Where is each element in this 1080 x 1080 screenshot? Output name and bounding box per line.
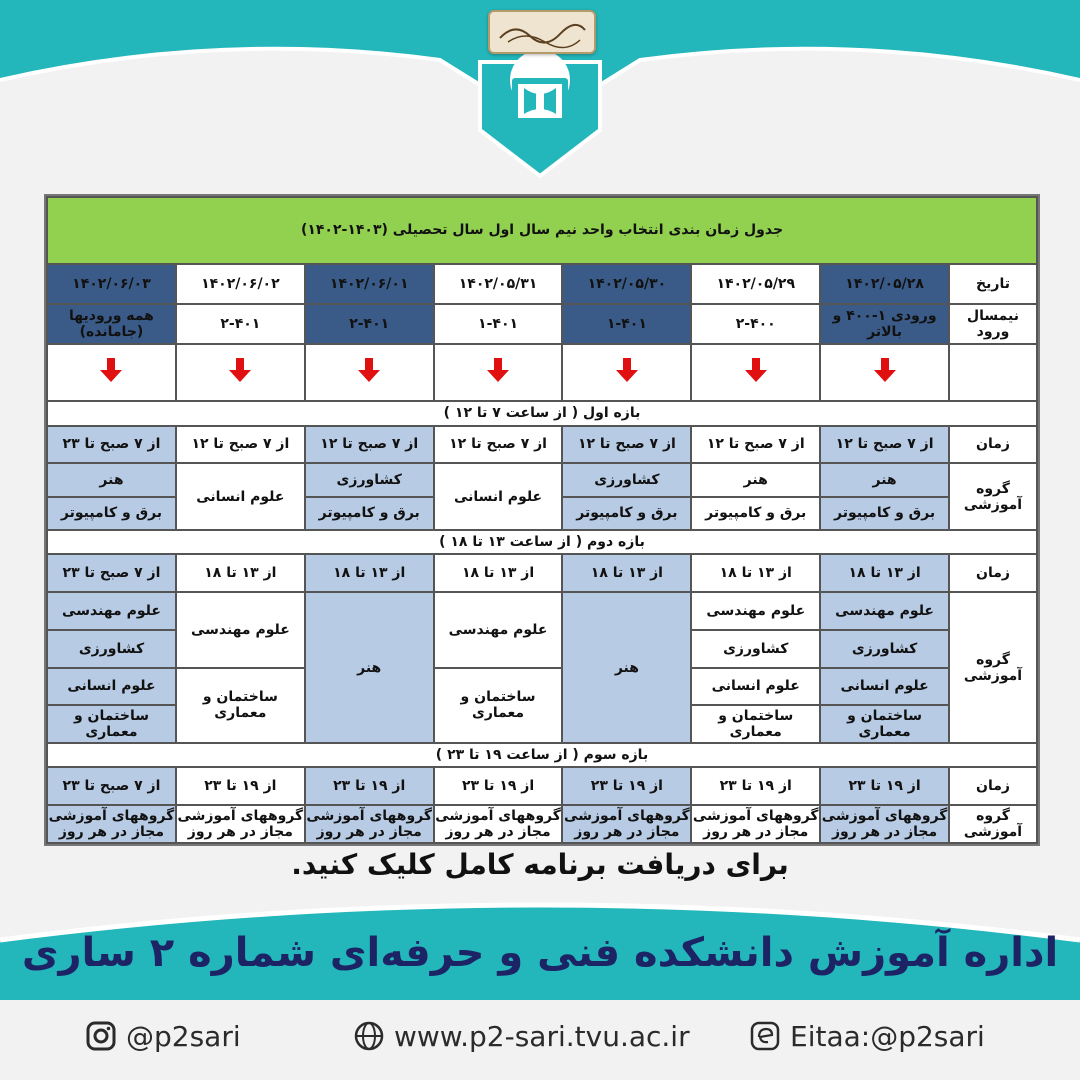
row-label-group: گروه آموزشی	[949, 463, 1037, 530]
globe-icon	[354, 1021, 384, 1051]
instagram-handle: @p2sari	[126, 1019, 241, 1053]
time-cell: از ۷ صبح تا ۱۲	[562, 426, 691, 464]
calligraphy-icon	[490, 12, 594, 52]
instagram-icon	[86, 1021, 116, 1051]
semester-cell: ۲-۴۰۰	[691, 304, 820, 344]
semester-cell: ۲-۴۰۱	[305, 304, 434, 344]
arrow-cell	[176, 344, 305, 402]
download-cta-link[interactable]: برای دریافت برنامه کامل کلیک کنید.	[291, 848, 789, 881]
eitaa-icon	[750, 1021, 780, 1051]
group-cell: علوم انسانی	[434, 463, 563, 530]
group-cell: علوم انسانی	[820, 668, 949, 706]
session-3-label: بازه سوم ( از ساعت ۱۹ تا ۲۳ )	[47, 743, 1037, 767]
time-cell: از ۷ صبح تا ۲۳	[47, 554, 176, 592]
arrow-cell	[562, 344, 691, 402]
semester-cell: همه ورودیها (جامانده)	[47, 304, 176, 344]
date-cell: ۱۴۰۲/۰۶/۰۲	[176, 264, 305, 304]
group-cell: علوم مهندسی	[691, 592, 820, 630]
group-cell: علوم انسانی	[691, 668, 820, 706]
calligraphy-badge	[488, 10, 596, 54]
group-cell: علوم مهندسی	[820, 592, 949, 630]
time-cell: از ۱۹ تا ۲۳	[434, 767, 563, 805]
group-cell: کشاورزی	[562, 463, 691, 496]
group-cell: گروههای آموزشی مجاز در هر روز	[434, 805, 563, 843]
group-cell: ساختمان و معماری	[47, 705, 176, 743]
arrow-row-label	[949, 344, 1037, 402]
arrow-down-icon	[874, 358, 896, 382]
time-cell: از ۷ صبح تا ۱۲	[691, 426, 820, 464]
table-title: جدول زمان بندی انتخاب واحد نیم سال اول سال تحصیلی (۱۴۰۳-۱۴۰۲)	[47, 197, 1037, 264]
row-label-date: تاریخ	[949, 264, 1037, 304]
group-cell: گروههای آموزشی مجاز در هر روز	[47, 805, 176, 843]
website-url: www.p2-sari.tvu.ac.ir	[394, 1019, 690, 1053]
group-cell: کشاورزی	[691, 630, 820, 668]
group-cell: گروههای آموزشی مجاز در هر روز	[305, 805, 434, 843]
eitaa-link[interactable]	[750, 1018, 985, 1054]
group-cell: علوم مهندسی	[47, 592, 176, 630]
arrow-cell	[434, 344, 563, 402]
time-cell: از ۷ صبح تا ۲۳	[47, 426, 176, 464]
group-cell: ساختمان و معماری	[434, 668, 563, 743]
arrow-cell	[305, 344, 434, 402]
eitaa-handle: Eitaa:@p2sari	[790, 1019, 985, 1053]
group-cell: گروههای آموزشی مجاز در هر روز	[691, 805, 820, 843]
schedule-grid	[46, 196, 1038, 844]
group-cell: کشاورزی	[47, 630, 176, 668]
group-cell: علوم انسانی	[176, 463, 305, 530]
date-cell: ۱۴۰۲/۰۵/۳۱	[434, 264, 563, 304]
org-name: اداره آموزش دانشکده فنی و حرفه‌ای شماره ۲ ساری	[21, 930, 1059, 976]
group-cell: برق و کامپیوتر	[691, 497, 820, 530]
row-label-group: گروه آموزشی	[949, 592, 1037, 743]
group-cell: گروههای آموزشی مجاز در هر روز	[562, 805, 691, 843]
group-cell: کشاورزی	[820, 630, 949, 668]
arrow-cell	[47, 344, 176, 402]
row-label-time: زمان	[949, 554, 1037, 592]
group-cell: علوم مهندسی	[176, 592, 305, 667]
arrow-down-icon	[616, 358, 638, 382]
group-cell: هنر	[47, 463, 176, 496]
group-cell: برق و کامپیوتر	[562, 497, 691, 530]
group-cell: برق و کامپیوتر	[820, 497, 949, 530]
time-cell: از ۱۳ تا ۱۸	[305, 554, 434, 592]
group-cell: هنر	[820, 463, 949, 496]
semester-cell: ۱-۴۰۱	[562, 304, 691, 344]
time-cell: از ۱۹ تا ۲۳	[562, 767, 691, 805]
group-cell: ساختمان و معماری	[691, 705, 820, 743]
row-label-time: زمان	[949, 767, 1037, 805]
group-cell: هنر	[691, 463, 820, 496]
group-cell: علوم مهندسی	[434, 592, 563, 667]
arrow-down-icon	[487, 358, 509, 382]
semester-cell: ۲-۴۰۱	[176, 304, 305, 344]
arrow-down-icon	[100, 358, 122, 382]
row-label-group: گروه آموزشی	[949, 805, 1037, 843]
session-1-label: بازه اول ( از ساعت ۷ تا ۱۲ )	[47, 401, 1037, 425]
date-cell: ۱۴۰۲/۰۵/۲۸	[820, 264, 949, 304]
time-cell: از ۱۳ تا ۱۸	[176, 554, 305, 592]
arrow-cell	[691, 344, 820, 402]
time-cell: از ۷ صبح تا ۲۳	[47, 767, 176, 805]
time-cell: از ۱۹ تا ۲۳	[820, 767, 949, 805]
group-cell: گروههای آموزشی مجاز در هر روز	[176, 805, 305, 843]
arrow-cell	[820, 344, 949, 402]
semester-cell: ورودی ۱-۴۰۰ و بالاتر	[820, 304, 949, 344]
date-cell: ۱۴۰۲/۰۶/۰۱	[305, 264, 434, 304]
schedule-table	[44, 194, 1040, 846]
group-cell: ساختمان و معماری	[176, 668, 305, 743]
semester-cell: ۱-۴۰۱	[434, 304, 563, 344]
time-cell: از ۱۳ تا ۱۸	[562, 554, 691, 592]
time-cell: از ۷ صبح تا ۱۲	[434, 426, 563, 464]
group-cell: علوم انسانی	[47, 668, 176, 706]
group-cell: برق و کامپیوتر	[47, 497, 176, 530]
date-cell: ۱۴۰۲/۰۵/۳۰	[562, 264, 691, 304]
row-label-time: زمان	[949, 426, 1037, 464]
date-cell: ۱۴۰۲/۰۵/۲۹	[691, 264, 820, 304]
group-cell: هنر	[305, 592, 434, 743]
time-cell: از ۱۹ تا ۲۳	[305, 767, 434, 805]
row-label-semester: نیمسال ورود	[949, 304, 1037, 344]
arrow-down-icon	[358, 358, 380, 382]
time-cell: از ۷ صبح تا ۱۲	[176, 426, 305, 464]
time-cell: از ۱۳ تا ۱۸	[434, 554, 563, 592]
group-cell: هنر	[562, 592, 691, 743]
arrow-down-icon	[229, 358, 251, 382]
group-cell: ساختمان و معماری	[820, 705, 949, 743]
time-cell: از ۷ صبح تا ۱۲	[305, 426, 434, 464]
time-cell: از ۷ صبح تا ۱۲	[820, 426, 949, 464]
time-cell: از ۱۳ تا ۱۸	[691, 554, 820, 592]
website-link[interactable]	[354, 1018, 690, 1054]
time-cell: از ۱۹ تا ۲۳	[176, 767, 305, 805]
date-cell: ۱۴۰۲/۰۶/۰۳	[47, 264, 176, 304]
session-2-label: بازه دوم ( از ساعت ۱۳ تا ۱۸ )	[47, 530, 1037, 554]
group-cell: گروههای آموزشی مجاز در هر روز	[820, 805, 949, 843]
time-cell: از ۱۹ تا ۲۳	[691, 767, 820, 805]
instagram-link[interactable]	[86, 1018, 241, 1054]
arrow-down-icon	[745, 358, 767, 382]
group-cell: برق و کامپیوتر	[305, 497, 434, 530]
time-cell: از ۱۳ تا ۱۸	[820, 554, 949, 592]
group-cell: کشاورزی	[305, 463, 434, 496]
